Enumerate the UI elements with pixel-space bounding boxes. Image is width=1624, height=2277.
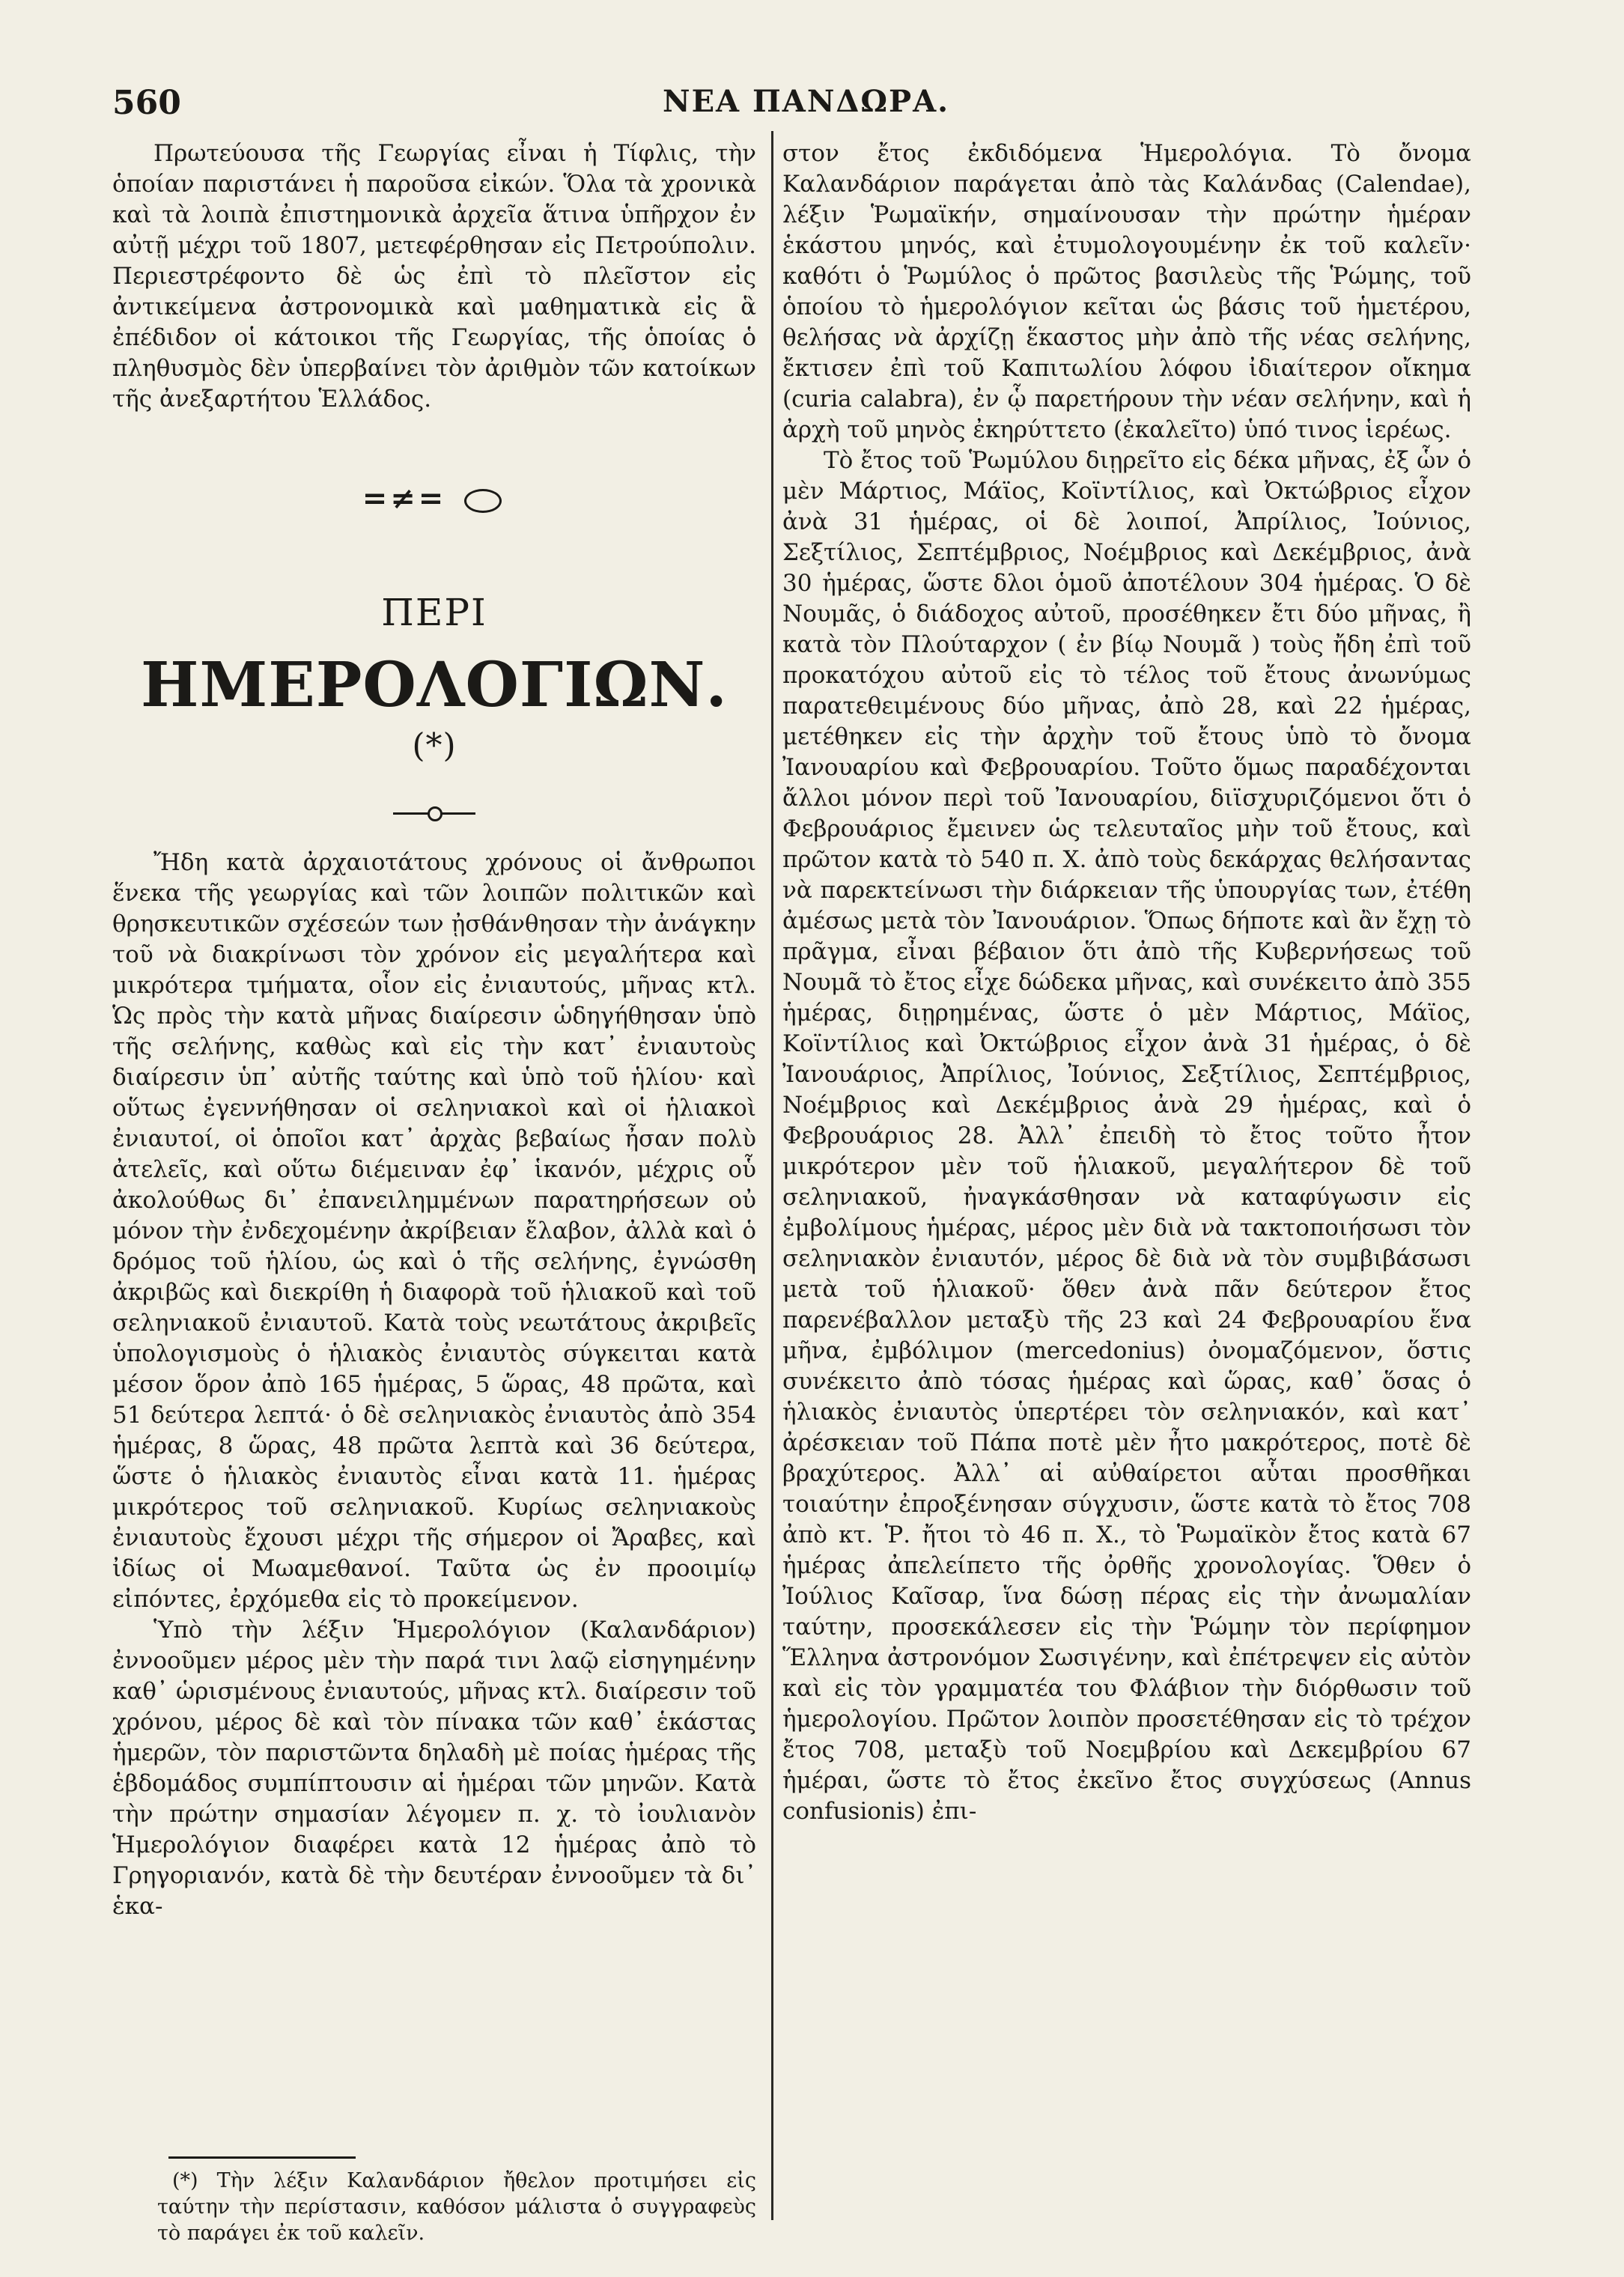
running-head: [0, 84, 1624, 129]
romulus-paragraph: Τὸ ἔτος τοῦ Ῥωμύλου διῃρεῖτο εἰς δέκα μῆνας, ἐξ ὧν ὁ μὲν Μάρτιος, Μάϊος, Κοϊντίλιος, καὶ Ὀκτώβριος εἶχον ἀνὰ 31 ἡμέρας, οἱ δὲ λοιποί, Ἀπρίλιος, Ἰούνιος, Σεξτίλιος, Σεπτέμβριος, Νοέμβριος καὶ Δεκέμβριος, ἀνὰ 30 ἡμέρας, ὥστε δλοι ὁμοῦ ἀποτέλουν 304 ἡμέρας. Ὁ δὲ Νουμᾶς, ὁ διάδοχος αὐτοῦ, προσέθηκεν ἔτι δύο μῆνας, ἢ κατὰ τὸν Πλούταρχον ( ἐν βίῳ Νουμᾶ ) τοὺς ἤδη ἐπὶ τοῦ προκατόχου αὐτοῦ εἰς τὸ τέλος τοῦ ἔτους ἀνωνύμως παρατεθειμένους δύο μῆνας, ἀπὸ 28, καὶ 22 ἡμέρας, μετέθηκεν εἰς τὴν ἀρχὴν τοῦ ἔτους ὑπὸ τὸ ὄνομα Ἰανουαρίου καὶ Φεβρουαρίου. Τοῦτο ὅμως παραδέχονται ἄλλοι μόνον περὶ τοῦ Ἰανουαρίου, διϊσχυριζόμενοι ὅτι ὁ Φεβρουάριος ἔμεινεν ὡς τελευταῖος μὴν τοῦ ἔτους, καὶ πρῶτον κατὰ τὸ 540 π. Χ. ἀπὸ τοὺς δεκάρχας θελήσαντας νὰ παρεκτείνωσι τὴν διάρκειαν τῆς ὑπουργίας των, ἐτέθη ἀμέσως μετὰ τὸν Ἰανουάριον. Ὅπως δήποτε καὶ ἂν ἔχῃ τὸ πρᾶγμα, εἶναι βέβαιον ὅτι ἀπὸ τῆς Κυβερνήσεως τοῦ Νουμᾶ τὸ ἔτος εἶχε δώδεκα μῆνας, καὶ συνέκειτο ἀπὸ 355 ἡμέρας, διῃρημένας, ὥστε ὁ μὲν Μάρτιος, Μάϊος, Κοϊντίλιος καὶ Ὀκτώβριος εἶχον ἀνὰ 31 ἡμέρας, ὁ δὲ Ἰανουάριος, Ἀπρίλιος, Ἰούνιος, Σεξτίλιος, Σεπτέμβριος, Νοέμβριος καὶ Δεκέμβριος ἀνὰ 29 ἡμέρας, καὶ ὁ Φεβρουάριος 28. Ἀλλ᾽ ἐπειδὴ τὸ ἔτος τοῦτο ἦτον μικρότερον μὲν τοῦ ἡλιακοῦ, μεγαλήτερον δὲ τοῦ σεληνιακοῦ, ἠναγκάσθησαν νὰ καταφύγωσιν εἰς ἐμβολίμους ἡμέρας, μέρος μὲν διὰ νὰ τακτοποιήσωσι τὸν σεληνιακὸν ἐνιαυτόν, μέρος δὲ διὰ νὰ τὸν συμβιβάσωσι μετὰ τοῦ ἡλιακοῦ· ὅθεν ἀνὰ πᾶν δεύτερον ἔτος παρενέβαλλον μεταξὺ τῆς 23 καὶ 24 Φεβρουαρίου ἕνα μῆνα, ἐμβόλιμον (mercedonius) ὀνομαζόμενον, ὅστις συνέκειτο ἀπὸ τόσας ἡμέρας καὶ ὥρας, καθ᾽ ὅσας ὁ ἡλιακὸς ἐνιαυτὸς ὑπερτέρει τὸν σεληνιακόν, καὶ κατ᾽ ἀρέσκειαν τοῦ Πάπα ποτὲ μὲν ἦτο μακρότερος, ποτὲ δὲ βραχύτερος. Ἀλλ᾽ αἱ αὐθαίρετοι αὗται προσθῆκαι τοιαύτην ἐπροξένησαν σύγχυσιν, ὥστε κατὰ τὸ ἔτος 708 ἀπὸ κτ. Ῥ. ἤτοι τὸ 46 π. Χ., τὸ Ῥωμαϊκὸν ἔτος κατὰ 67 ἡμέρας ἀπελείπετο τῆς ὀρθῆς χρονολογίας. Ὅθεν ὁ Ἰούλιος Καῖσαρ, ἵνα δώσῃ πέρας εἰς τὴν ἀνωμαλίαν ταύτην, προσεκάλεσεν εἰς τὴν Ῥώμην τὸν περίφημον Ἕλληνα ἀστρονόμον Σωσιγένην, καὶ ἐπέτρεψεν εἰς αὐτὸν καὶ εἰς τὸν γραμματέα του Φλάβιον τὴν διόρθωσιν τοῦ ἡμερολογίου. Πρῶτον λοιπὸν προσετέθησαν εἰς τὸ τρέχον ἔτος 708, μεταξὺ τοῦ Νοεμβρίου καὶ Δεκεμβρίου 67 ἡμέραι, ὥστε τὸ ἔτος ἐκεῖνο ἔτος συγχύσεως (Annus confusionis) ἐπι-: [782, 447, 1471, 1825]
column-divider: [771, 131, 773, 2220]
continued-paragraph: στον ἔτος ἐκδιδόμενα Ἡμερολόγια. Τὸ ὄνομα Καλανδάριον παράγεται ἀπὸ τὰς Καλάνδας (Calendae), λέξιν Ῥωμαϊκήν, σημαίνουσαν τὴν πρώτην ἡμέραν ἑκάστου μηνός, καὶ ἐτυμολογουμένην ἐκ τοῦ καλεῖν· καθότι ὁ Ῥωμύλος ὁ πρῶτος βασιλεὺς τῆς Ῥώμης, τοῦ ὁποίου τὸ ἡμερολόγιον κεῖται ὡς βάσις τοῦ ἡμετέρου, θελήσας νὰ ἀρχίζῃ ἕκαστος μὴν ἀπὸ τῆς νέας σελήνης, ἔκτισεν ἐπὶ τοῦ Καπιτωλίου λόφου ἰδιαίτερον οἴκημα (curia calabra), ἐν ᾧ παρετήρουν τὴν νέαν σελήνην, καὶ ἡ ἀρχὴ τοῦ μηνὸς ἐκηρύττετο (ἐκαλεῖτο) ὑπό τινος ἱερέως.: [782, 140, 1471, 443]
section-ornament: [112, 481, 756, 516]
page-number: 560: [112, 84, 181, 122]
right-column: [782, 139, 1471, 1827]
ornament-flourish-icon: [464, 489, 502, 513]
footnote-mark: (*): [412, 726, 457, 765]
left-column: [112, 139, 756, 1922]
footnote: (*) Τὴν λέξιν Καλανδάριον ἤθελον προτιμήσει εἰς ταύτην τὴν περίστασιν, καθόσον μάλιστα ὁ συγγραφεὺς τὸ παράγει ἐκ τοῦ καλεῖν.: [157, 2169, 756, 2245]
article-heading-small: ΠΕΡΙ: [381, 591, 487, 634]
rule-dot-icon: [428, 806, 443, 821]
footnote-rule: [168, 2156, 356, 2159]
heading-rule: [393, 812, 475, 815]
article-paragraph-1: Ἤδη κατὰ ἀρχαιοτάτους χρόνους οἱ ἄνθρωποι ἕνεκα τῆς γεωργίας καὶ τῶν λοιπῶν πολιτικῶν καὶ θρησκευτικῶν σχέσεών των ᾐσθάνθησαν τὴν ἀνάγκην τοῦ νὰ διακρίνωσι τὸν χρόνον εἰς μεγαλήτερα καὶ μικρότερα τμήματα, οἷον εἰς ἐνιαυτούς, μῆνας κτλ. Ὡς πρὸς τὴν κατὰ μῆνας διαίρεσιν ὡδηγήθησαν ὑπὸ τῆς σελήνης, καθὼς καὶ εἰς τὴν κατ᾽ ἐνιαυτοὺς διαίρεσιν ὑπ᾽ αὐτῆς ταύτης καὶ ὑπὸ τοῦ ἡλίου· καὶ οὕτως ἐγεννήθησαν οἱ σεληνιακοὶ καὶ οἱ ἡλιακοὶ ἐνιαυτοί, οἱ ὁποῖοι κατ᾽ ἀρχὰς βεβαίως ἦσαν πολὺ ἀτελεῖς, καὶ οὕτω διέμειναν ἐφ᾽ ἱκανόν, μέχρις οὗ ἀκολούθως δι᾽ ἐπανειλημμένων παρατηρήσεων οὐ μόνον τὴν ἐνδεχομένην ἀκρίβειαν ἔλαβον, ἀλλὰ καὶ ὁ δρόμος τοῦ ἡλίου, ὡς καὶ ὁ τῆς σελήνης, ἐγνώσθη ἀκριβῶς καὶ διεκρίθη ἡ διαφορὰ τοῦ ἡλιακοῦ καὶ τοῦ σεληνιακοῦ ἐνιαυτοῦ. Κατὰ τοὺς νεωτάτους ἀκριβεῖς ὑπολογισμοὺς ὁ ἡλιακὸς ἐνιαυτὸς σύγκειται κατὰ μέσον ὅρον ἀπὸ 165 ἡμέρας, 5 ὥρας, 48 πρῶτα, καὶ 51 δεύτερα λεπτά· ὁ δὲ σεληνιακὸς ἐνιαυτὸς ἀπὸ 354 ἡμέρας, 8 ὥρας, 48 πρῶτα λεπτὰ καὶ 36 δεύτερα, ὥστε ὁ ἡλιακὸς ἐνιαυτὸς εἶναι κατὰ 11. ἡμέρας μικρότερος τοῦ σεληνιακοῦ. Κυρίως σεληνιακοὺς ἐνιαυτοὺς ἔχουσι μέχρι τῆς σήμερον οἱ Ἄραβες, καὶ ἰδίως οἱ Μωαμεθανοί. Ταῦτα ὡς ἐν προοιμίῳ εἰπόντες, ἐρχόμεθα εἰς τὸ προκείμενον.: [112, 849, 756, 1613]
article-heading-large: [112, 649, 756, 793]
article-paragraph-2: Ὑπὸ τὴν λέξιν Ἡμερολόγιον (Καλανδάριον) ἐννοοῦμεν μέρος μὲν τὴν παρά τινι λαῷ εἰσηγημένην καθ᾽ ὡρισμένους ἐνιαυτούς, μῆνας κτλ. διαίρεσιν τοῦ χρόνου, μέρος δὲ καὶ τὸν πίνακα τῶν καθ᾽ ἑκάστας ἡμερῶν, τὸν παριστῶντα δηλαδὴ μὲ ποίας ἡμέρας τῆς ἑβδομάδος συμπίπτουσιν αἱ ἡμέραι τῶν μηνῶν. Κατὰ τὴν πρώτην σημασίαν λέγομεν π. χ. τὸ ἰουλιανὸν Ἡμερολόγιον διαφέρει κατὰ 12 ἡμέρας ἀπὸ τὸ Γρηγοριανόν, κατὰ δὲ τὴν δευτέραν ἐννοοῦμεν τὰ δι᾽ ἑκα-: [112, 1617, 756, 1920]
journal-title: ΝΕΑ ΠΑΝΔΩΡΑ.: [663, 84, 950, 119]
article-title: ΗΜΕΡΟΛΟΓΙΩΝ.: [141, 649, 728, 721]
ornament-text: =≠=: [362, 481, 447, 516]
intro-paragraph: Πρωτεύουσα τῆς Γεωργίας εἶναι ἡ Τίφλις, τὴν ὁποίαν παριστάνει ἡ παροῦσα εἰκών. Ὅλα τὰ χρονικὰ καὶ τὰ λοιπὰ ἐπιστημονικὰ ἀρχεῖα ἅτινα ὑπῆρχον ἐν αὐτῇ μέχρι τοῦ 1807, μετεφέρθησαν εἰς Πετρούπολιν. Περιεστρέφοντο δὲ ὡς ἐπὶ τὸ πλεῖστον εἰς ἀντικείμενα ἀστρονομικὰ καὶ μαθηματικὰ εἰς ἃ ἐπέδιδον οἱ κάτοικοι τῆς Γεωργίας, τῆς ὁποίας ὁ πληθυσμὸς δὲν ὑπερβαίνει τὸν ἀριθμὸν τῶν κατοίκων τῆς ἀνεξαρτήτου Ἑλλάδος.: [112, 140, 756, 413]
